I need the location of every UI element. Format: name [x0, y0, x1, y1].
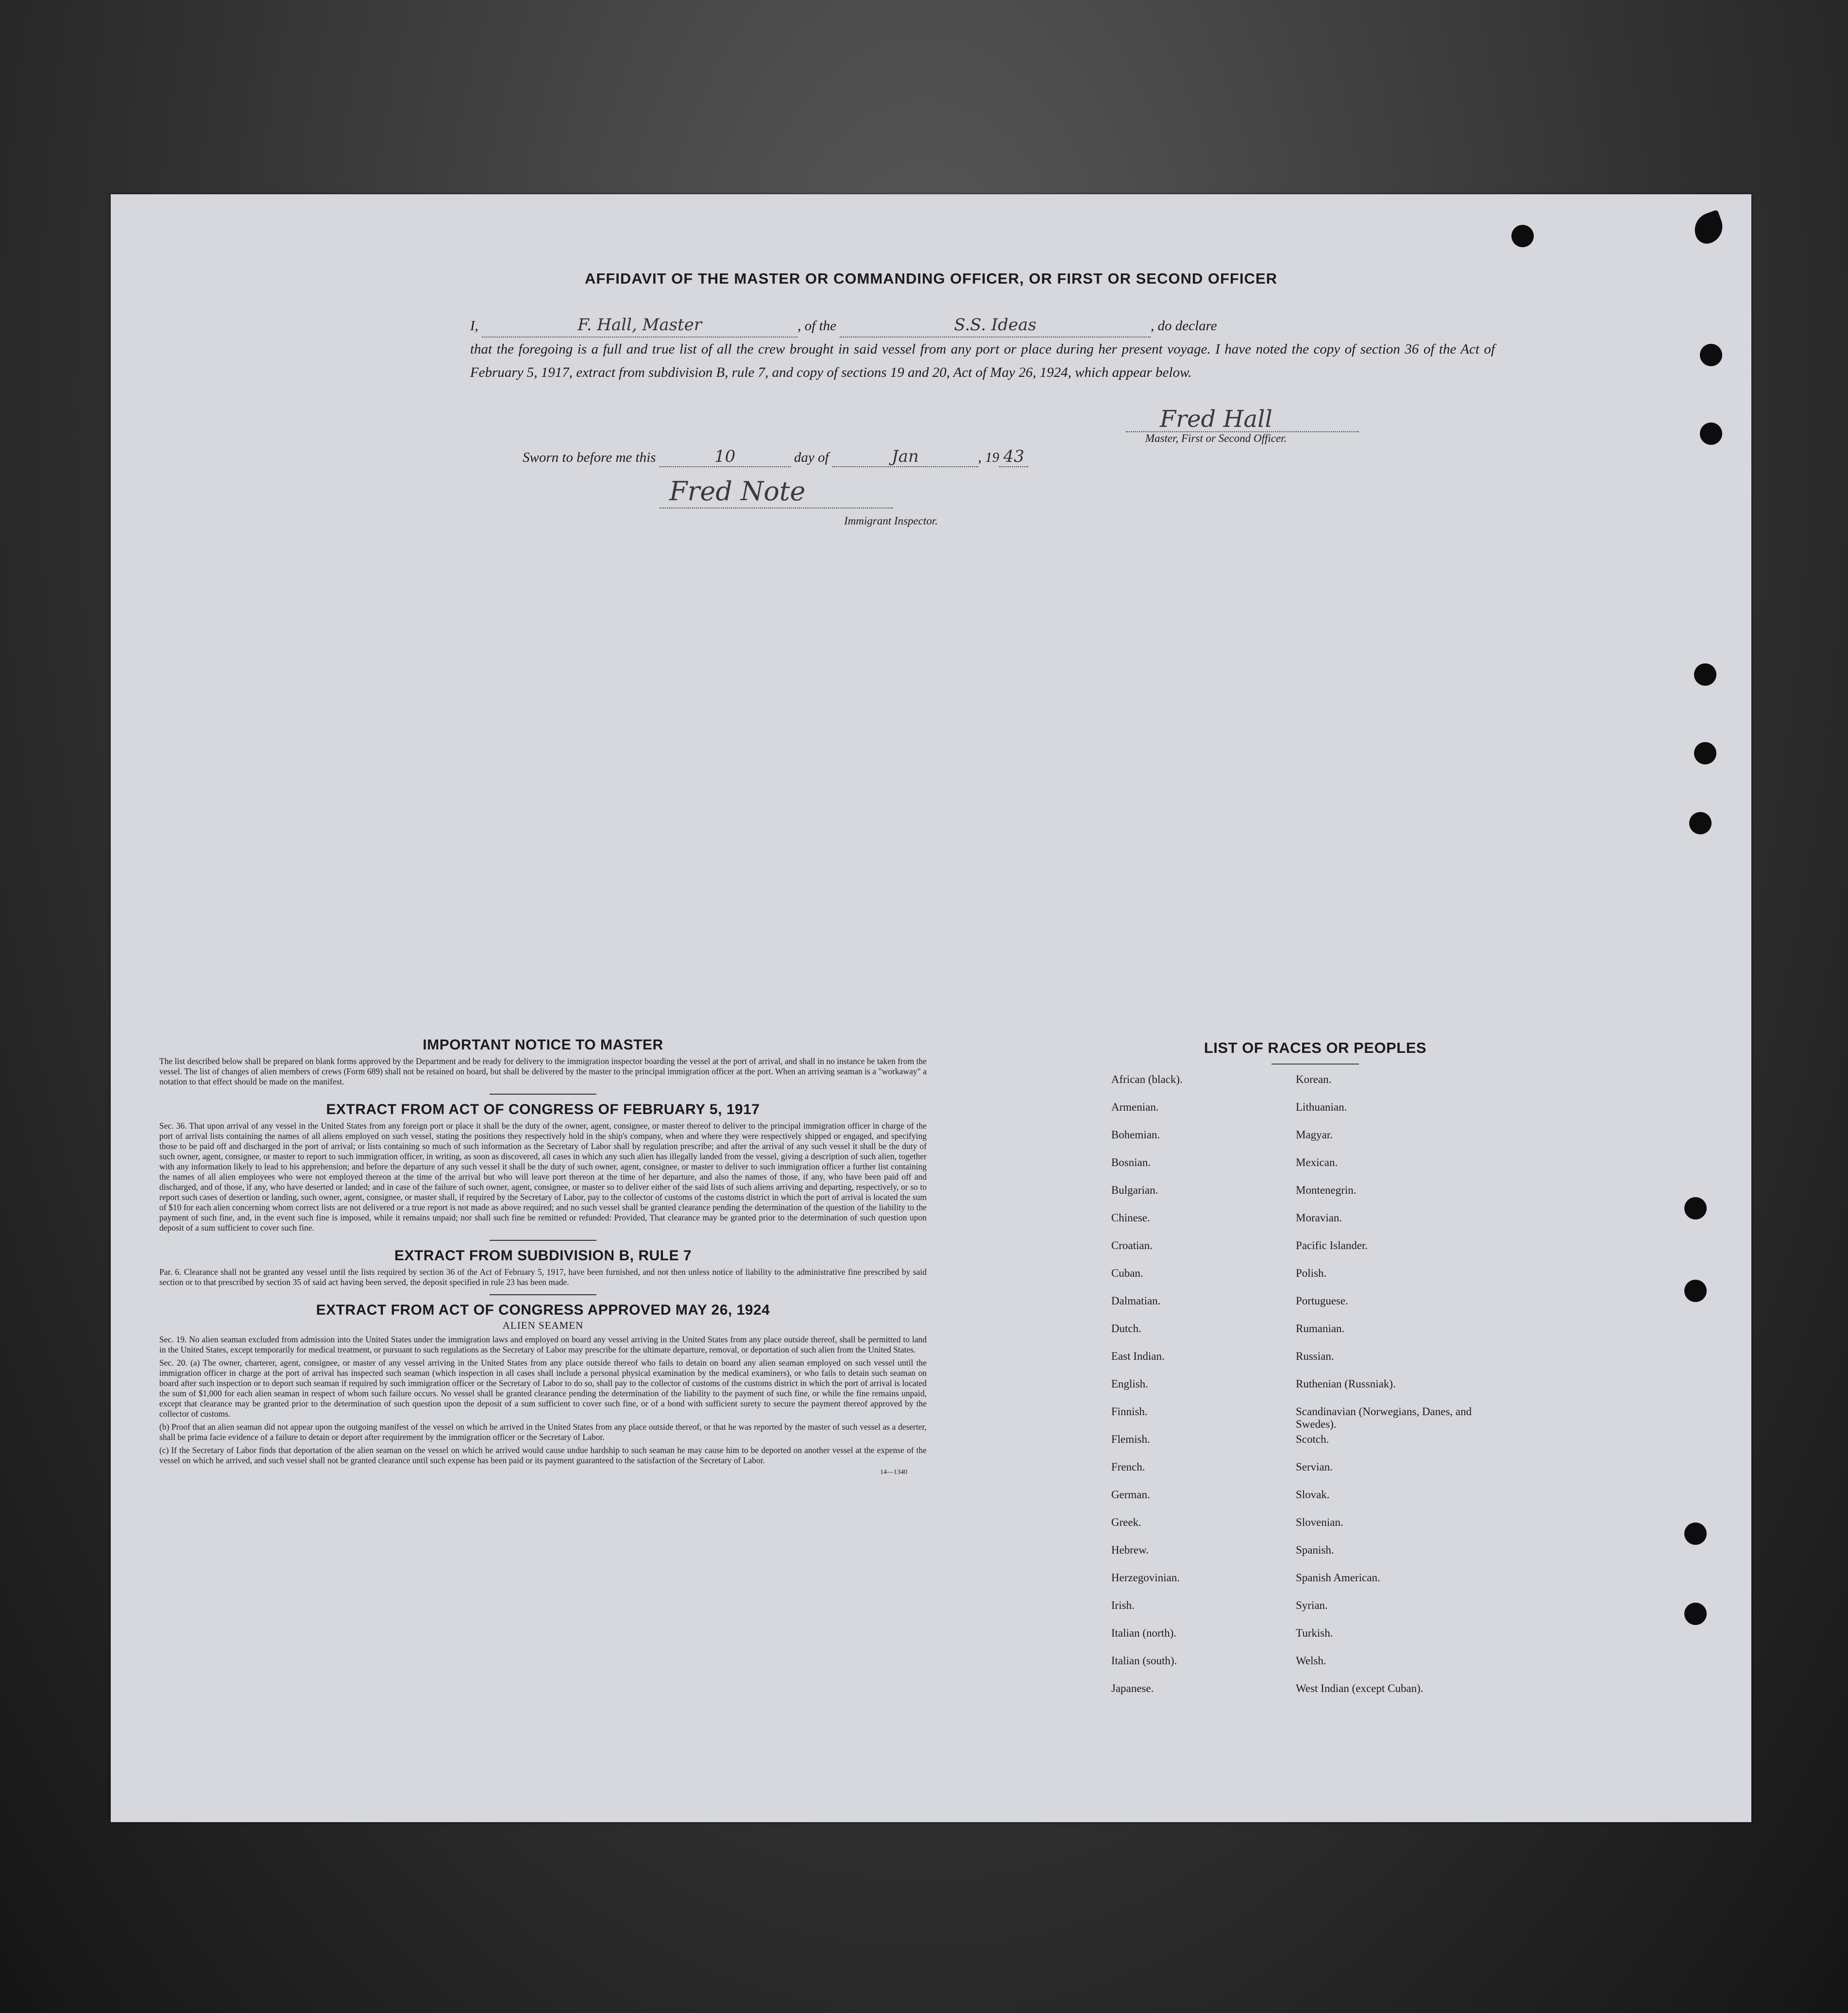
form-number: 14—1340 [880, 1469, 907, 1476]
divider [490, 1094, 596, 1095]
punch-hole [1684, 1522, 1707, 1545]
race-item: English. [1111, 1378, 1149, 1390]
alien-seamen-subtitle: ALIEN SEAMEN [502, 1319, 584, 1331]
notice-text: The list described below shall be prepared on blank forms approved by the Department and be ready for delivery to the immigration inspector boarding the vessel at the port of arrival, and shall in no instance be taken from the vessel. The list of changes of alien members of crews (Form 689) shall not be retained on board, but shall be delivered by the master to the principal immigration officer at the port. When an arriving seaman is a "workaway" a notation to that effect should be made on the manifest. [159, 1056, 927, 1086]
race-item: Moravian. [1296, 1212, 1342, 1224]
master-signature: Fred Hall [1160, 406, 1272, 433]
section-20b-text: (b) Proof that an alien seaman did not appear upon the outgoing manifest of the vessel on which he arrived in the United States from any place outside thereof, or that he was reported by the master of such vessel as a deserter, shall be prima facie evidence of a failure to detain or deport after requirement by the immigration officer or the Secretary of Labor. [159, 1422, 927, 1442]
race-item: Italian (south). [1111, 1655, 1177, 1667]
section-20c-text: (c) If the Secretary of Labor finds that deportation of the alien seaman on the vessel on which he arrived would cause undue hardship to such seaman he may cause him to be deported on another vessel at the expense of the vessel on which he arrived, and such vessel shall not be granted clearance until such expense has been paid or its payment guaranteed to the satisfaction of the Secretary of Labor. [159, 1445, 927, 1465]
race-item: Japanese. [1111, 1682, 1154, 1694]
affidavit-title: AFFIDAVIT OF THE MASTER OR COMMANDING OFFICER, OR FIRST OR SECOND OFFICER [584, 270, 1278, 287]
race-item: Greek. [1111, 1516, 1141, 1528]
race-item: Pacific Islander. [1296, 1239, 1368, 1252]
notice-column [159, 1037, 927, 1476]
vessel-name-handwritten: S.S. Ideas [840, 313, 1151, 338]
race-item: Bulgarian. [1111, 1184, 1158, 1196]
divider [490, 1294, 596, 1295]
section-20a-text: Sec. 20. (a) The owner, charterer, agent, consignee, or master of any vessel arriving in the United States from any place outside thereof who fails to detain on board any alien seaman employed on such vessel until the immigration officer in charge at the port of arrival has inspected such seaman (which inspection in all cases shall include a personal physical examination by the medical examiners), or who fails to detain such seaman on board after such inspection or to deport such seaman if required by such immigration officer or the Secretary of Labor to do so, shall pay to the collector of customs of the customs district in which the port of arrival is located the sum of $1,000 for each alien seaman in respect of whom such failure occurs. No vessel shall be granted clearance pending the determination of the liability to the payment of such fine, or while the fine remains unpaid, except that clearance may be granted prior to the determination of such question upon the deposit of a sum sufficient to cover such fine, or of a bond with sufficient surety to secure the payment thereof approved by the collector of customs. [159, 1358, 927, 1419]
sworn-day-handwritten: 10 [660, 447, 791, 467]
sworn-line [523, 447, 1028, 467]
master-caption: Master, First or Second Officer. [1145, 432, 1287, 444]
race-item: Finnish. [1111, 1405, 1148, 1418]
sworn-month-handwritten: Jan [832, 447, 978, 467]
of-the-label: , of the [797, 318, 836, 334]
race-item: East Indian. [1111, 1350, 1165, 1362]
race-item: West Indian (except Cuban). [1296, 1682, 1424, 1694]
punch-hole [1694, 663, 1716, 686]
race-item: Slovenian. [1296, 1516, 1343, 1528]
race-item: Syrian. [1296, 1599, 1328, 1611]
punch-hole [1684, 1197, 1707, 1219]
punch-hole [1511, 225, 1534, 247]
race-item: Mexican. [1296, 1156, 1338, 1168]
race-item: Russian. [1296, 1350, 1334, 1362]
race-item: Portuguese. [1296, 1295, 1348, 1307]
races-title: LIST OF RACES OR PEOPLES [1204, 1039, 1427, 1056]
inspector-signature: Fred Note [669, 476, 806, 507]
punch-hole [1684, 1280, 1707, 1302]
race-item: Irish. [1111, 1599, 1135, 1611]
torn-corner [1690, 210, 1728, 247]
race-item: German. [1111, 1489, 1150, 1501]
race-item: Korean. [1296, 1073, 1332, 1085]
sworn-label: Sworn to before me this [523, 450, 656, 465]
race-item: Croatian. [1111, 1239, 1153, 1252]
notice-title: IMPORTANT NOTICE TO MASTER [423, 1037, 663, 1053]
race-item: Flemish. [1111, 1433, 1150, 1445]
extract-rule7-text: Par. 6. Clearance shall not be granted any vessel until the lists required by section 36 of the Act of February 5, 1917, have been furnished, and not then unless notice of liability to the administrative fine prescribed by said section or to that prescribed by section 35 of said act having been served, the deposit specified in rule 23 has been made. [159, 1267, 927, 1287]
race-item: Armenian. [1111, 1101, 1159, 1113]
inspector-caption: Immigrant Inspector. [844, 515, 938, 527]
race-item: Scandinavian (Norwegians, Danes, and Swedes). [1296, 1405, 1472, 1430]
manifest-back-page [111, 194, 1751, 1822]
extract-1924-title: EXTRACT FROM ACT OF CONGRESS APPROVED MAY 26, 1924 [316, 1302, 770, 1318]
race-item: Polish. [1296, 1267, 1327, 1279]
affidavit-statement: that the foregoing is a full and true list of all the crew brought in said vessel from any port or place during her present voyage. I have noted the copy of section 36 of the Act of February 5, 1917, extract from subdivision B, rule 7, and copy of sections 19 and 20, Act of May 26, 1924, which appear below. [470, 341, 1495, 380]
race-item: African (black). [1111, 1073, 1183, 1085]
race-item: Dutch. [1111, 1322, 1141, 1335]
extract-rule7-title: EXTRACT FROM SUBDIVISION B, RULE 7 [394, 1248, 692, 1264]
race-item: Rumanian. [1296, 1322, 1345, 1335]
race-item: Italian (north). [1111, 1627, 1177, 1639]
punch-hole [1689, 812, 1712, 834]
race-item: Servian. [1296, 1461, 1333, 1473]
race-item: Magyar. [1296, 1129, 1333, 1141]
punch-hole [1700, 423, 1722, 445]
race-item: Lithuanian. [1296, 1101, 1347, 1113]
race-item: Turkish. [1296, 1627, 1333, 1639]
extract-1917-title: EXTRACT FROM ACT OF CONGRESS OF FEBRUARY 5, 1917 [326, 1101, 760, 1117]
race-item: Spanish American. [1296, 1572, 1380, 1584]
day-of-label: day of [794, 450, 829, 465]
races-grid [1111, 1073, 1534, 1710]
race-item: Scotch. [1296, 1433, 1329, 1445]
race-item: Spanish. [1296, 1544, 1334, 1556]
race-item: Dalmatian. [1111, 1295, 1161, 1307]
race-item: Chinese. [1111, 1212, 1150, 1224]
affidavit-pronoun: I, [470, 318, 478, 334]
race-item: Slovak. [1296, 1489, 1330, 1501]
race-item: Bohemian. [1111, 1129, 1160, 1141]
race-item: Welsh. [1296, 1655, 1326, 1667]
year-prefix: , 19 [978, 450, 1000, 465]
races-list [1097, 1039, 1534, 1710]
race-item: Cuban. [1111, 1267, 1143, 1279]
divider [490, 1240, 596, 1241]
do-declare-label: , do declare [1151, 318, 1217, 334]
race-item: French. [1111, 1461, 1145, 1473]
sworn-year-handwritten: 43 [999, 447, 1028, 467]
race-item: Montenegrin. [1296, 1184, 1356, 1196]
affidavit-body [470, 313, 1495, 384]
race-item: Hebrew. [1111, 1544, 1149, 1556]
inspector-signature-line [660, 507, 893, 508]
section-19-text: Sec. 19. No alien seaman excluded from admission into the United States under the immigration laws and employed on board any vessel arriving in the United States from any place outside thereof, shall be permitted to land in the United States, except temporarily for medical treatment, or pursuant to such regulations as the Secretary of Labor may prescribe for the ultimate departure, removal, or deportation of such alien from the United States. [159, 1335, 927, 1354]
race-item: Bosnian. [1111, 1156, 1151, 1168]
punch-hole [1694, 742, 1716, 764]
race-item: Herzegovinian. [1111, 1572, 1180, 1584]
divider [1272, 1064, 1359, 1065]
race-item: Ruthenian (Russniak). [1296, 1378, 1396, 1390]
punch-hole [1700, 344, 1722, 366]
punch-hole [1684, 1603, 1707, 1625]
declarant-handwritten: F. Hall, Master [482, 313, 797, 338]
extract-1917-text: Sec. 36. That upon arrival of any vessel in the United States from any foreign port or place it shall be the duty of the owner, agent, consignee, or master thereof to deliver to the principal immigration officer in charge of the port of arrival lists containing the names of all aliens employed on such vessel, stating the positions they respectively hold in the ship's company, when and where they were respectively shipped or engaged, and specifying those to be paid off and discharged in the port of arrival; or lists containing so much of such information as the Secretary of Labor shall by regulation prescribe; and after the arrival of any such vessel it shall be the duty of such owner, agent, consignee, or master to report to such immigration officer, in writing, as soon as discovered, all cases in which any such alien has illegally landed from the vessel, giving a description of such alien, together with any information likely to lead to his apprehension; and before the departure of any such vessel it shall be the duty of such owner, agent, consignee, or master to deliver to such immigration officer a further list containing the names of all alien employees who were not employed thereon at the time of the arrival but who will leave port thereon at the time of her departure, and also the names of those, if any, who have been paid off and discharged, and of those, if any, who have deserted or landed; and in case of the failure of such owner, agent, consignee, or master so to deliver either of the said lists of such aliens arriving and departing, respectively, or so to report such cases of desertion or landing, such owner, agent, consignee, or master shall, if required by the Secretary of Labor, pay to the collector of customs of the customs district in which the port of arrival is located the sum of $10 for each alien concerning whom correct lists are not delivered or a true report is not made as above required; and no such vessel shall be granted clearance pending the determination of the question of the liability to the payment of such fine, and, in the event such fine is imposed, while it remains unpaid; nor shall such fine be remitted or refunded: Provided, That clearance may be granted prior to the determination of such question upon deposit of a sum sufficient to cover such fine. [159, 1121, 927, 1233]
